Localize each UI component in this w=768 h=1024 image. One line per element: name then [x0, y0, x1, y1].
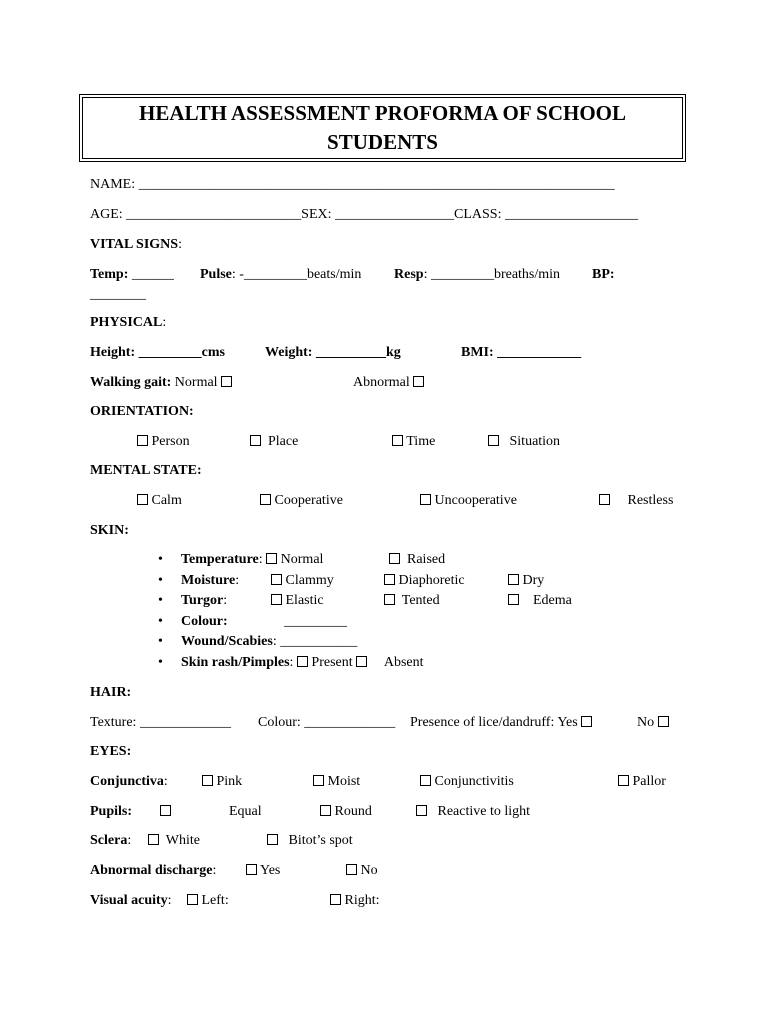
gait-abnormal-checkbox[interactable]: [413, 376, 424, 387]
mental-restless: [599, 492, 673, 510]
discharge-yes-label: Yes: [259, 863, 281, 878]
sclera-white-checkbox[interactable]: [148, 834, 159, 845]
mental-state-heading: MENTAL STATE:: [90, 463, 202, 478]
pulse-group: [200, 266, 361, 284]
discharge-no-checkbox[interactable]: [346, 864, 357, 875]
name-row: [90, 176, 615, 194]
vital-signs-heading-text: VITAL SIGNS: [90, 237, 179, 252]
skin-temp-raised-checkbox[interactable]: [389, 553, 400, 564]
skin-moisture-dry: [508, 571, 544, 591]
pulse-label: Pulse: [200, 267, 232, 282]
weight-group: [265, 344, 401, 362]
visual-left-checkbox[interactable]: [187, 894, 198, 905]
skin-temp-normal-checkbox[interactable]: [266, 553, 277, 564]
orientation-place-checkbox[interactable]: [250, 435, 261, 446]
page-title: HEALTH ASSESSMENT PROFORMA OF SCHOOL STUDENTS: [139, 101, 626, 154]
hair-lice-yes: [410, 714, 592, 732]
skin-turgor-label: Turgor: [181, 593, 224, 609]
list-item: [158, 653, 424, 674]
weight-label: Weight:: [265, 345, 313, 360]
temp-field[interactable]: ______: [128, 267, 174, 282]
mental-restless-label: Restless: [627, 493, 674, 508]
mental-cooperative: [260, 492, 343, 510]
visual-acuity-colon: :: [167, 893, 172, 908]
skin-edema-label: Edema: [533, 593, 572, 609]
pupils-equal-label: Equal: [229, 804, 262, 819]
vitals-row: [90, 266, 174, 284]
height-group: [90, 344, 225, 362]
conjunctiva-label-group: [90, 773, 168, 791]
resp-group: [394, 266, 560, 284]
list-item: [158, 612, 424, 633]
pulse-field[interactable]: : -_________beats/min: [231, 267, 362, 282]
skin-moisture-diaphoretic: [384, 571, 465, 591]
mental-cooperative-label: Cooperative: [274, 493, 343, 508]
pupils-equal-checkbox[interactable]: [160, 805, 171, 816]
sclera-bitot-checkbox[interactable]: [267, 834, 278, 845]
orientation-time: [392, 433, 435, 451]
skin-moisture-label: Moisture: [181, 572, 236, 588]
skin-rash-present-checkbox[interactable]: [297, 656, 308, 667]
sclera-colon: :: [127, 833, 132, 848]
height-label: Height:: [90, 345, 136, 360]
pupils-round: [320, 803, 372, 821]
resp-field[interactable]: : _________breaths/min: [423, 267, 561, 282]
pupils-reactive-label: Reactive to light: [437, 804, 531, 819]
conjunctiva-moist-checkbox[interactable]: [313, 775, 324, 786]
skin-temperature-colon: :: [258, 552, 263, 567]
orientation-person-checkbox[interactable]: [137, 435, 148, 446]
conjunctiva-colon: :: [163, 774, 168, 789]
orientation-person: [137, 433, 190, 451]
pallor-checkbox[interactable]: [618, 775, 629, 786]
visual-right-label: Right:: [344, 893, 380, 908]
skin-rash-colon: :: [289, 654, 294, 670]
sclera-white-label: White: [165, 833, 200, 848]
hair-lice-label: Presence of lice/dandruff: Yes: [410, 715, 582, 730]
skin-diaphoretic-checkbox[interactable]: [384, 574, 395, 585]
skin-diaphoretic-label: Diaphoretic: [398, 572, 465, 588]
orientation-situation-label: Situation: [509, 434, 561, 449]
gait-normal-label: Normal: [171, 375, 222, 390]
age-row: [90, 206, 638, 224]
hair-lice-no: [637, 714, 669, 732]
vital-signs-colon: :: [178, 237, 182, 252]
discharge-colon: :: [212, 863, 217, 878]
conjunctiva-pallor: [618, 773, 666, 791]
skin-dry-label: Dry: [522, 572, 545, 588]
hair-lice-yes-checkbox[interactable]: [581, 716, 592, 727]
skin-temp-raised: [389, 550, 445, 570]
conjunctiva-pink: [202, 773, 242, 791]
age-label: AGE:: [90, 207, 127, 222]
skin-rash-absent-label: Absent: [383, 654, 424, 670]
conjunctivitis-checkbox[interactable]: [420, 775, 431, 786]
conjunctivitis-label: Conjunctivitis: [434, 774, 514, 789]
title-box: [79, 94, 686, 162]
weight-field[interactable]: __________kg: [312, 345, 401, 360]
skin-colour-field[interactable]: _________: [284, 613, 347, 629]
visual-left-label: Left:: [201, 893, 229, 908]
name-label: NAME:: [90, 177, 139, 192]
skin-turgor-colon: :: [223, 593, 228, 609]
mental-calm: [137, 492, 182, 510]
discharge-label: Abnormal discharge: [90, 863, 213, 878]
visual-right: [330, 892, 380, 910]
discharge-yes: [246, 862, 280, 880]
discharge-no: [346, 862, 378, 880]
class-field[interactable]: ___________________: [504, 207, 638, 222]
skin-wound-field[interactable]: : ___________: [272, 634, 358, 650]
skin-moisture-colon: :: [235, 572, 240, 588]
skin-rash-absent-checkbox[interactable]: [356, 656, 367, 667]
hair-lice-no-label: No: [637, 715, 658, 730]
physical-heading-text: PHYSICAL: [90, 315, 163, 330]
sclera-label-group: [90, 832, 131, 850]
skin-tented-label: Tented: [401, 593, 440, 609]
gait-normal-checkbox[interactable]: [221, 376, 232, 387]
conjunctiva-conjunctivitis: [420, 773, 514, 791]
name-field[interactable]: ____________________________________________________________________: [138, 177, 615, 192]
orientation-place: [250, 433, 298, 451]
gait-abnormal-label: Abnormal: [353, 375, 414, 390]
skin-wound-label: Wound/Scabies: [181, 634, 273, 650]
hair-texture-field[interactable]: Texture: _____________: [90, 715, 231, 730]
discharge-yes-checkbox[interactable]: [246, 864, 257, 875]
visual-acuity-label: Visual acuity: [90, 893, 168, 908]
gait-abnormal-group: [353, 374, 424, 392]
pupils-round-label: Round: [334, 804, 372, 819]
conjunctiva-pink-checkbox[interactable]: [202, 775, 213, 786]
gait-row: [90, 374, 232, 392]
skin-tented-checkbox[interactable]: [384, 594, 395, 605]
bp-field[interactable]: ________: [90, 287, 146, 302]
sex-field[interactable]: _________________: [335, 207, 455, 222]
hair-colour-field[interactable]: Colour: _____________: [258, 715, 396, 730]
skin-edema-checkbox[interactable]: [508, 594, 519, 605]
mental-uncooperative-label: Uncooperative: [434, 493, 517, 508]
mental-calm-checkbox[interactable]: [137, 494, 148, 505]
skin-moisture-clammy: [271, 571, 334, 591]
vital-signs-heading: [90, 236, 182, 254]
list-item: [158, 550, 446, 571]
skin-turgor-tented: [384, 591, 440, 611]
physical-heading: [90, 314, 166, 332]
conjunctiva-moist: [313, 773, 360, 791]
mental-uncooperative-checkbox[interactable]: [420, 494, 431, 505]
discharge-label-group: [90, 862, 216, 880]
sclera-bitot-label: Bitot’s spot: [288, 833, 353, 848]
mental-cooperative-checkbox[interactable]: [260, 494, 271, 505]
sex-label: SEX:: [301, 207, 336, 222]
skin-temp-raised-label: Raised: [407, 552, 446, 567]
pupils-equal: [160, 803, 262, 821]
skin-clammy-label: Clammy: [285, 572, 334, 588]
discharge-no-label: No: [360, 863, 378, 878]
visual-left: [187, 892, 229, 910]
pupils-label: Pupils:: [90, 804, 133, 819]
orientation-time-checkbox[interactable]: [392, 435, 403, 446]
pupils-reactive: [416, 803, 530, 821]
temp-label: Temp:: [90, 267, 129, 282]
hair-lice-no-checkbox[interactable]: [658, 716, 669, 727]
orientation-person-label: Person: [151, 434, 190, 449]
skin-temp-normal-label: Normal: [280, 552, 324, 567]
list-item: [158, 571, 545, 592]
skin-turgor-elastic: [271, 591, 324, 611]
mental-restless-checkbox[interactable]: [599, 494, 610, 505]
hair-heading: HAIR:: [90, 685, 132, 700]
physical-colon: :: [162, 315, 167, 330]
skin-rash-present-label: Present: [311, 654, 353, 670]
sclera-label: Sclera: [90, 833, 128, 848]
orientation-time-label: Time: [406, 434, 436, 449]
bmi-label: BMI:: [461, 345, 494, 360]
skin-dry-checkbox[interactable]: [508, 574, 519, 585]
bp-label: BP:: [592, 267, 615, 282]
skin-list: [158, 550, 572, 674]
skin-temperature-label: Temperature: [181, 552, 259, 567]
resp-label: Resp: [394, 267, 424, 282]
visual-right-checkbox[interactable]: [330, 894, 341, 905]
age-field[interactable]: _________________________: [126, 207, 302, 222]
orientation-place-label: Place: [268, 434, 299, 449]
skin-heading: SKIN:: [90, 523, 129, 538]
skin-clammy-checkbox[interactable]: [271, 574, 282, 585]
visual-label-group: [90, 892, 172, 910]
bmi-group: [461, 344, 581, 362]
pallor-label: Pallor: [632, 774, 666, 789]
eyes-heading: EYES:: [90, 744, 132, 759]
skin-rash-label: Skin rash/Pimples: [181, 654, 290, 670]
mental-calm-label: Calm: [151, 493, 182, 508]
list-item: [158, 632, 424, 653]
conjunctiva-pink-label: Pink: [216, 774, 243, 789]
conjunctiva-moist-label: Moist: [327, 774, 361, 789]
list-item: [158, 591, 572, 612]
mental-uncooperative: [420, 492, 517, 510]
class-label: CLASS:: [454, 207, 505, 222]
pupils-round-checkbox[interactable]: [320, 805, 331, 816]
conjunctiva-label: Conjunctiva: [90, 774, 164, 789]
skin-elastic-checkbox[interactable]: [271, 594, 282, 605]
gait-label: Walking gait:: [90, 375, 172, 390]
orientation-situation: [488, 433, 560, 451]
sclera-bitot: [267, 832, 353, 850]
skin-elastic-label: Elastic: [285, 593, 324, 609]
height-field[interactable]: _________cms: [135, 345, 225, 360]
pupils-reactive-checkbox[interactable]: [416, 805, 427, 816]
sclera-white: [148, 832, 200, 850]
bmi-field[interactable]: ____________: [493, 345, 582, 360]
orientation-situation-checkbox[interactable]: [488, 435, 499, 446]
orientation-heading: ORIENTATION:: [90, 404, 194, 419]
skin-turgor-edema: [508, 591, 572, 611]
skin-colour-label: Colour:: [181, 613, 228, 629]
